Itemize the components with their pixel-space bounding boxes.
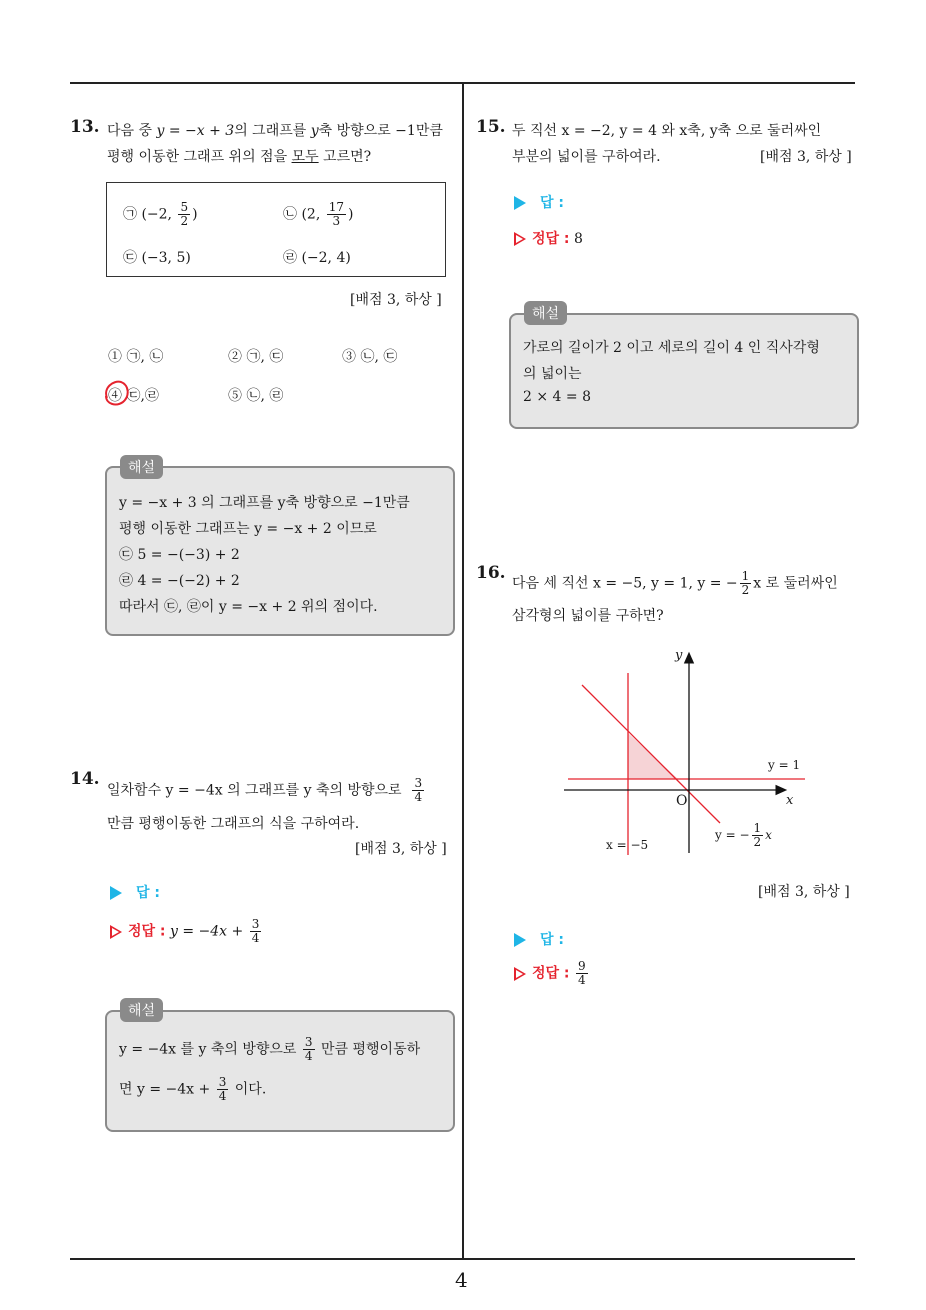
q13-option-5[interactable]: ⑤ ㉡, ㉣ bbox=[228, 388, 284, 404]
q15-stem-line1: 두 직선 x = −2, y = 4 와 x축, y축 으로 둘러싸인 bbox=[512, 123, 822, 139]
answer-arrow-icon bbox=[110, 886, 122, 900]
q14-explanation-box bbox=[105, 1010, 455, 1132]
q13-exp-line2: 평행 이동한 그래프는 y = −x + 2 이므로 bbox=[119, 521, 377, 537]
q13-option-1[interactable]: ① ㉠, ㉡ bbox=[108, 349, 164, 365]
q13-option-4[interactable]: ④ ㉢,㉣ bbox=[108, 388, 159, 404]
q16-answer-row[interactable]: 답 : bbox=[514, 929, 564, 949]
q13-item-a: ㉠ (−2, $\frac{5}{2}$ ) bbox=[123, 200, 198, 228]
q13-score: [배점 3, 하상 ] bbox=[350, 292, 442, 308]
graph-label-y1: y = 1 bbox=[768, 758, 801, 772]
q13-exp-line5: 따라서 ㉢, ㉣이 y = −x + 2 위의 점이다. bbox=[119, 599, 378, 615]
bottom-rule bbox=[70, 1258, 855, 1260]
q13-stem-line2: 평행 이동한 그래프 위의 점을 모두 고르면? bbox=[107, 149, 372, 165]
q16-graph bbox=[560, 645, 810, 860]
q15-exp-line1: 가로의 길이가 2 이고 세로의 길이 4 인 직사각형 bbox=[523, 340, 820, 356]
graph-origin-label: O bbox=[676, 793, 688, 809]
q13-choice-box bbox=[106, 182, 446, 277]
q13-exp-line4: ㉣ 4 = −(−2) + 2 bbox=[119, 573, 240, 589]
q14-exp-line2: 면 y = −4x + $\frac{3}{4}$ 이다. bbox=[119, 1075, 267, 1103]
q13-item-c: ㉢ (−3, 5) bbox=[123, 250, 191, 266]
q13-exp-line3: ㉢ 5 = −(−3) + 2 bbox=[119, 547, 240, 563]
graph-label-line: y = − $\frac{1}{2}$ x bbox=[715, 821, 772, 849]
column-divider bbox=[462, 84, 464, 1260]
q13-stem-line1: 다음 중 y = −x + 3의 그래프를 y축 방향으로 −1만큼 bbox=[107, 123, 443, 139]
q14-stem-line2: 만큼 평행이동한 그래프의 식을 구하여라. bbox=[107, 816, 360, 832]
selected-answer-circle bbox=[101, 378, 133, 408]
q13-explanation-box bbox=[105, 466, 455, 636]
graph-x-axis-label: x bbox=[786, 793, 794, 808]
q15-explanation-tag: 해설 bbox=[524, 301, 567, 325]
q13-option-2[interactable]: ② ㉠, ㉢ bbox=[228, 349, 284, 365]
q13-explanation-tag: 해설 bbox=[120, 455, 163, 479]
q13-exp-line1: y = −x + 3 의 그래프를 y축 방향으로 −1만큼 bbox=[119, 495, 410, 511]
q13-item-d: ㉣ (−2, 4) bbox=[283, 250, 351, 266]
q14-explanation-tag: 해설 bbox=[120, 998, 163, 1022]
correct-arrow-icon bbox=[110, 925, 122, 939]
q16-stem-line2: 삼각형의 넓이를 구하면? bbox=[512, 608, 664, 624]
graph-y-axis-label: y bbox=[675, 648, 683, 663]
q14-number: 14. bbox=[70, 769, 100, 789]
correct-arrow-icon bbox=[514, 967, 526, 981]
line-diagonal bbox=[582, 685, 720, 823]
page-number: 4 bbox=[455, 1268, 468, 1292]
q14-stem-line1: 일차함수 y = −4x 의 그래프를 y 축의 방향으로 $\frac{3}{4}$ bbox=[107, 776, 423, 804]
q15-number: 15. bbox=[476, 117, 506, 137]
q14-correct-row: 정답 : y = −4x + $\frac{3}{4}$ bbox=[110, 918, 263, 945]
q15-exp-line2: 의 넓이는 bbox=[523, 366, 582, 382]
q15-answer-row[interactable]: 답 : bbox=[514, 192, 564, 212]
answer-arrow-icon bbox=[514, 933, 526, 947]
q13-number: 13. bbox=[70, 117, 100, 137]
q14-score: [배점 3, 하상 ] bbox=[355, 841, 447, 857]
q16-correct-row: 정답 : $\frac{9}{4}$ bbox=[514, 960, 590, 987]
q16-number: 16. bbox=[476, 563, 506, 583]
graph-label-x-5: x = −5 bbox=[606, 838, 649, 852]
answer-arrow-icon bbox=[514, 196, 526, 210]
q15-correct-row: 정답 : 8 bbox=[514, 228, 583, 248]
q16-stem-line1: 다음 세 직선 x = −5, y = 1, y = − $\frac{1}{2}$ x 로 둘러싸인 bbox=[512, 569, 838, 597]
q14-exp-line1: y = −4x 를 y 축의 방향으로 $\frac{3}{4}$ 만큼 평행이동하 bbox=[119, 1035, 421, 1063]
q15-score: [배점 3, 하상 ] bbox=[760, 149, 852, 165]
q13-item-b: ㉡ (2, $\frac{17}{3}$ ) bbox=[283, 200, 354, 228]
q13-option-3[interactable]: ③ ㉡, ㉢ bbox=[342, 349, 398, 365]
q15-exp-line3: 2 × 4 = 8 bbox=[523, 389, 591, 405]
q15-explanation-box bbox=[509, 313, 859, 429]
q15-stem-line2: 부분의 넓이를 구하여라. bbox=[512, 149, 661, 165]
q14-answer-row[interactable]: 답 : bbox=[110, 882, 160, 902]
q16-score: [배점 3, 하상 ] bbox=[758, 884, 850, 900]
correct-arrow-icon bbox=[514, 232, 526, 246]
